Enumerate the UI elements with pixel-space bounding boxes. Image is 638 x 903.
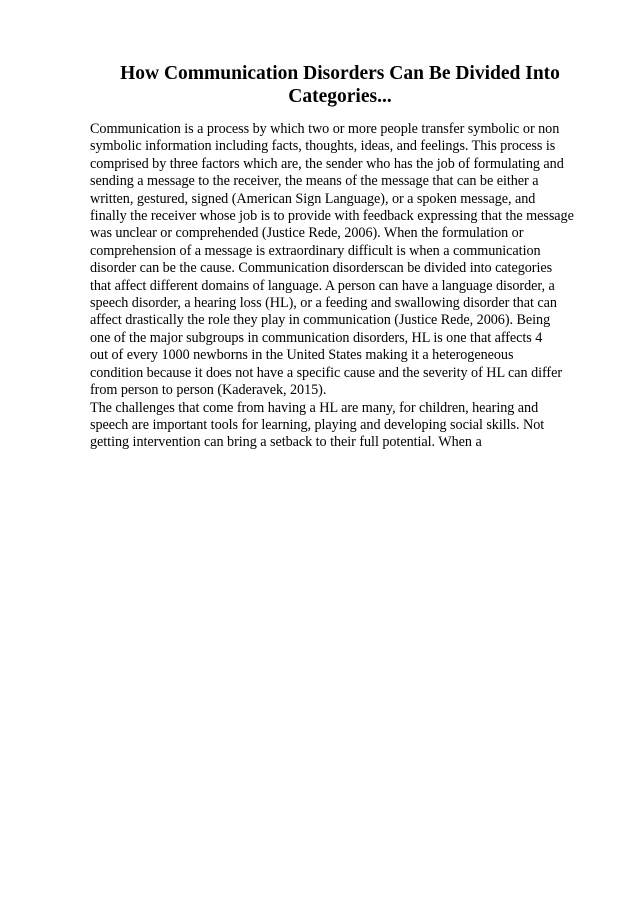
body-line: comprehension of a message is extraordinary difficult is when a communication [90,242,541,259]
body-line: affect drastically the role they play in communication (Justice Rede, 2006). Being [90,312,551,329]
body-line: speech disorder, a hearing loss (HL), or a feeding and swallowing disorder that can [90,295,557,312]
body-line: The challenges that come from having a HL are many, for children, hearing and [90,399,539,416]
document-title [90,62,590,108]
title-line: Categories... [288,86,392,107]
body-line: one of the major subgroups in communication disorders, HL is one that affects 4 [90,329,543,346]
body-line: getting intervention can bring a setback to their full potential. When a [90,434,482,451]
body-line: speech are important tools for learning, playing and developing social skills. Not [90,416,545,433]
document-body [90,121,630,452]
body-line: disorder can be the cause. Communication disorderscan be divided into categories [90,260,553,277]
body-line: written, gestured, signed (American Sign Language), or a spoken message, and [90,190,536,207]
body-line: symbolic information including facts, thoughts, ideas, and feelings. This process is [90,138,556,155]
body-line: out of every 1000 newborns in the United States making it a heterogeneous [90,347,514,364]
body-line: sending a message to the receiver, the means of the message that can be either a [90,173,539,190]
body-line: comprised by three factors which are, the sender who has the job of formulating and [90,155,564,172]
body-line: that affect different domains of language. A person can have a language disorder, a [90,277,555,294]
title-line: How Communication Disorders Can Be Divided Into [120,63,560,84]
body-line: finally the receiver whose job is to provide with feedback expressing that the message [90,208,574,225]
body-line: was unclear or comprehended (Justice Rede, 2006). When the formulation or [90,225,524,242]
body-line: Communication is a process by which two or more people transfer symbolic or non [90,121,560,137]
body-line: from person to person (Kaderavek, 2015). [90,382,327,399]
body-line: condition because it does not have a specific cause and the severity of HL can differ [90,364,563,381]
